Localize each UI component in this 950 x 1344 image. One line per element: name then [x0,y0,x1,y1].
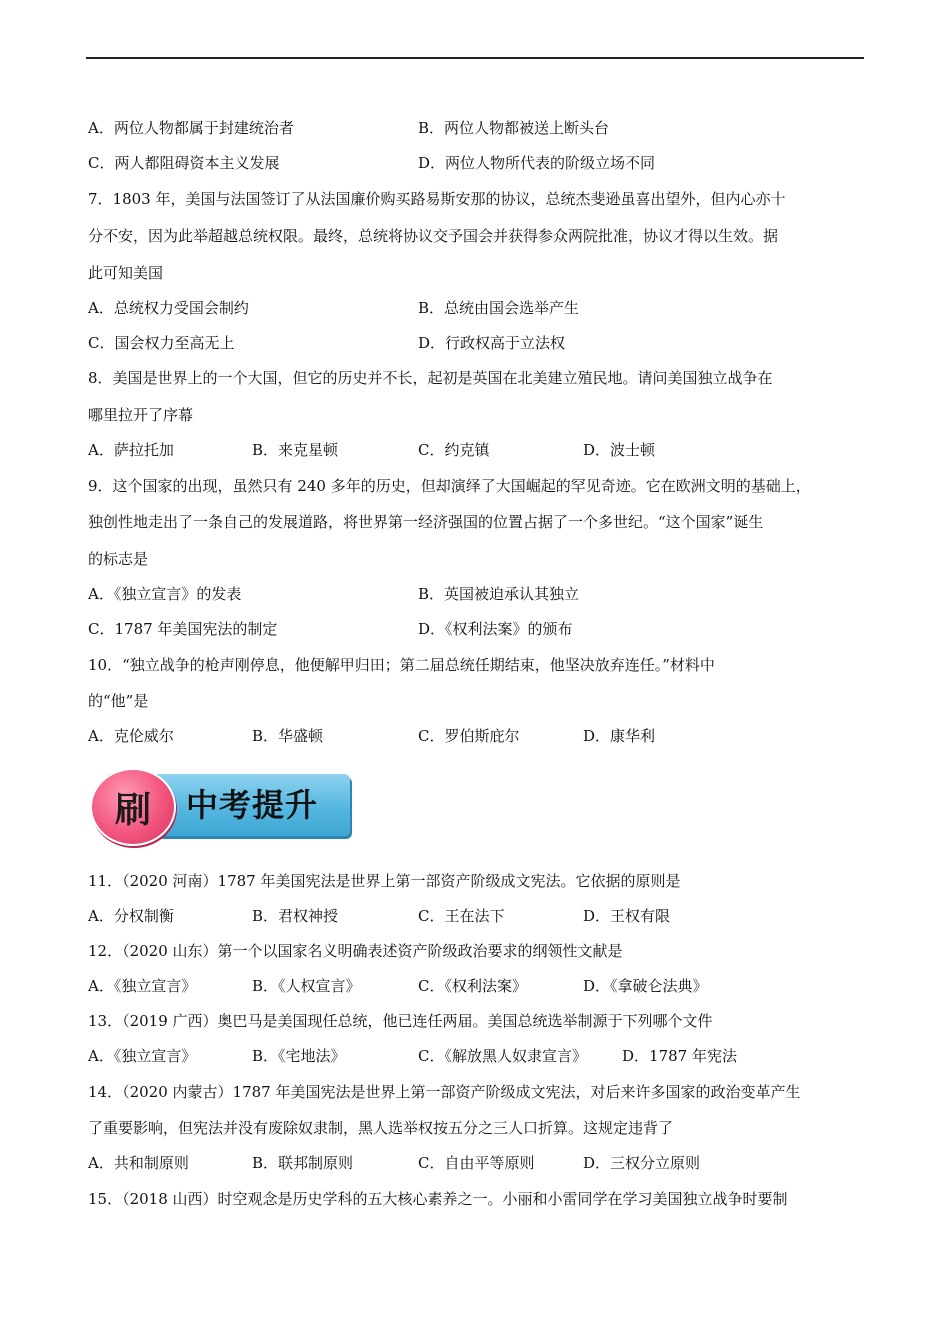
q7-option-a[interactable]: A．总统权力受国会制约 [88,299,249,317]
q7-stem-line-3: 此可知美国 [88,264,164,282]
q7-option-b[interactable]: B．总统由国会选举产生 [418,299,580,317]
q13-option-c[interactable]: C．《解放黑人奴隶宣言》 [418,1047,587,1065]
q14-option-c[interactable]: C．自由平等原则 [418,1154,535,1172]
q9-stem-line-2: 独创性地走出了一条自己的发展道路，将世界第一经济强国的位置占据了一个多世纪。“这个国家”诞生 [88,513,764,531]
q14-stem-line-1: 14．（2020 内蒙古）1787 年美国宪法是世界上第一部资产阶级成文宪法，对后来许多国家的政治变革产生 [88,1083,801,1101]
q8-option-b[interactable]: B．来克星顿 [252,441,339,459]
q14-option-a[interactable]: A．共和制原则 [88,1154,189,1172]
q13-option-d[interactable]: D．1787 年宪法 [622,1047,737,1065]
q9-option-b[interactable]: B．英国被迫承认其独立 [418,585,580,603]
q8-option-d[interactable]: D．波士顿 [583,441,656,459]
q6-option-b[interactable]: B．两位人物都被送上断头台 [418,119,610,137]
q13-option-a[interactable]: A．《独立宣言》 [88,1047,197,1065]
q10-stem-line-1: 10．“独立战争的枪声刚停息，他便解甲归田；第二届总统任期结束，他坚决放弃连任。”材料中 [88,656,715,674]
q6-option-a[interactable]: A．两位人物都属于封建统治者 [88,119,294,137]
section-title: 中考提升 [186,786,319,824]
header-rule [86,57,864,59]
q11-option-a[interactable]: A．分权制衡 [88,907,174,925]
q8-option-c[interactable]: C．约克镇 [418,441,490,459]
q7-option-d[interactable]: D．行政权高于立法权 [418,334,566,352]
q10-option-a[interactable]: A．克伦威尔 [88,727,174,745]
banner-badge: 刷 [90,768,176,846]
q9-stem-line-1: 9．这个国家的出现，虽然只有 240 多年的历史，但却演绎了大国崛起的罕见奇迹。它在欧洲文明的基础上， [88,477,811,495]
q9-option-a[interactable]: A．《独立宣言》的发表 [88,585,242,603]
q9-option-c[interactable]: C．1787 年美国宪法的制定 [88,620,278,638]
q11-option-b[interactable]: B．君权神授 [252,907,339,925]
q12-option-a[interactable]: A．《独立宣言》 [88,977,197,995]
q14-stem-line-2: 了重要影响，但宪法并没有废除奴隶制，黑人选举权按五分之三人口折算。这规定违背了 [88,1119,674,1137]
q11-stem-line-1: 11．（2020 河南）1787 年美国宪法是世界上第一部资产阶级成文宪法。它依据的原则是 [88,872,681,890]
q14-option-b[interactable]: B．联邦制原则 [252,1154,354,1172]
q13-stem-line-1: 13．（2019 广西）奥巴马是美国现任总统，他已连任两届。美国总统选举制源于下列哪个文件 [88,1012,713,1030]
q10-option-b[interactable]: B．华盛顿 [252,727,324,745]
q8-option-a[interactable]: A．萨拉托加 [88,441,174,459]
q13-option-b[interactable]: B．《宅地法》 [252,1047,346,1065]
q12-option-d[interactable]: D．《拿破仑法典》 [583,977,708,995]
q6-option-d[interactable]: D．两位人物所代表的阶级立场不同 [418,154,656,172]
q10-stem-line-2: 的“他”是 [88,692,149,710]
q14-option-d[interactable]: D．三权分立原则 [583,1154,701,1172]
q11-option-c[interactable]: C．王在法下 [418,907,505,925]
q10-option-d[interactable]: D．康华利 [583,727,656,745]
q9-stem-line-3: 的标志是 [88,550,149,568]
section-banner [90,768,352,844]
q11-option-d[interactable]: D．王权有限 [583,907,671,925]
q12-option-c[interactable]: C．《权利法案》 [418,977,527,995]
q6-option-c[interactable]: C．两人都阻碍资本主义发展 [88,154,280,172]
q9-option-d[interactable]: D．《权利法案》的颁布 [418,620,573,638]
q8-stem-line-2: 哪里拉开了序幕 [88,406,194,424]
q7-option-c[interactable]: C．国会权力至高无上 [88,334,235,352]
q10-option-c[interactable]: C．罗伯斯庇尔 [418,727,520,745]
q12-stem-line-1: 12．（2020 山东）第一个以国家名义明确表述资产阶级政治要求的纲领性文献是 [88,942,623,960]
q7-stem-line-1: 7．1803 年，美国与法国签订了从法国廉价购买路易斯安那的协议，总统杰斐逊虽喜出望外，但内心亦十 [88,190,786,208]
q15-stem-line-1: 15．（2018 山西）时空观念是历史学科的五大核心素养之一。小丽和小雷同学在学习美国独立战争时要制 [88,1190,788,1208]
q7-stem-line-2: 分不安，因为此举超越总统权限。最终，总统将协议交予国会并获得参众两院批准，协议才得以生效。据 [88,227,779,245]
q8-stem-line-1: 8．美国是世界上的一个大国，但它的历史并不长，起初是英国在北美建立殖民地。请问美国独立战争在 [88,369,773,387]
q12-option-b[interactable]: B．《人权宣言》 [252,977,361,995]
